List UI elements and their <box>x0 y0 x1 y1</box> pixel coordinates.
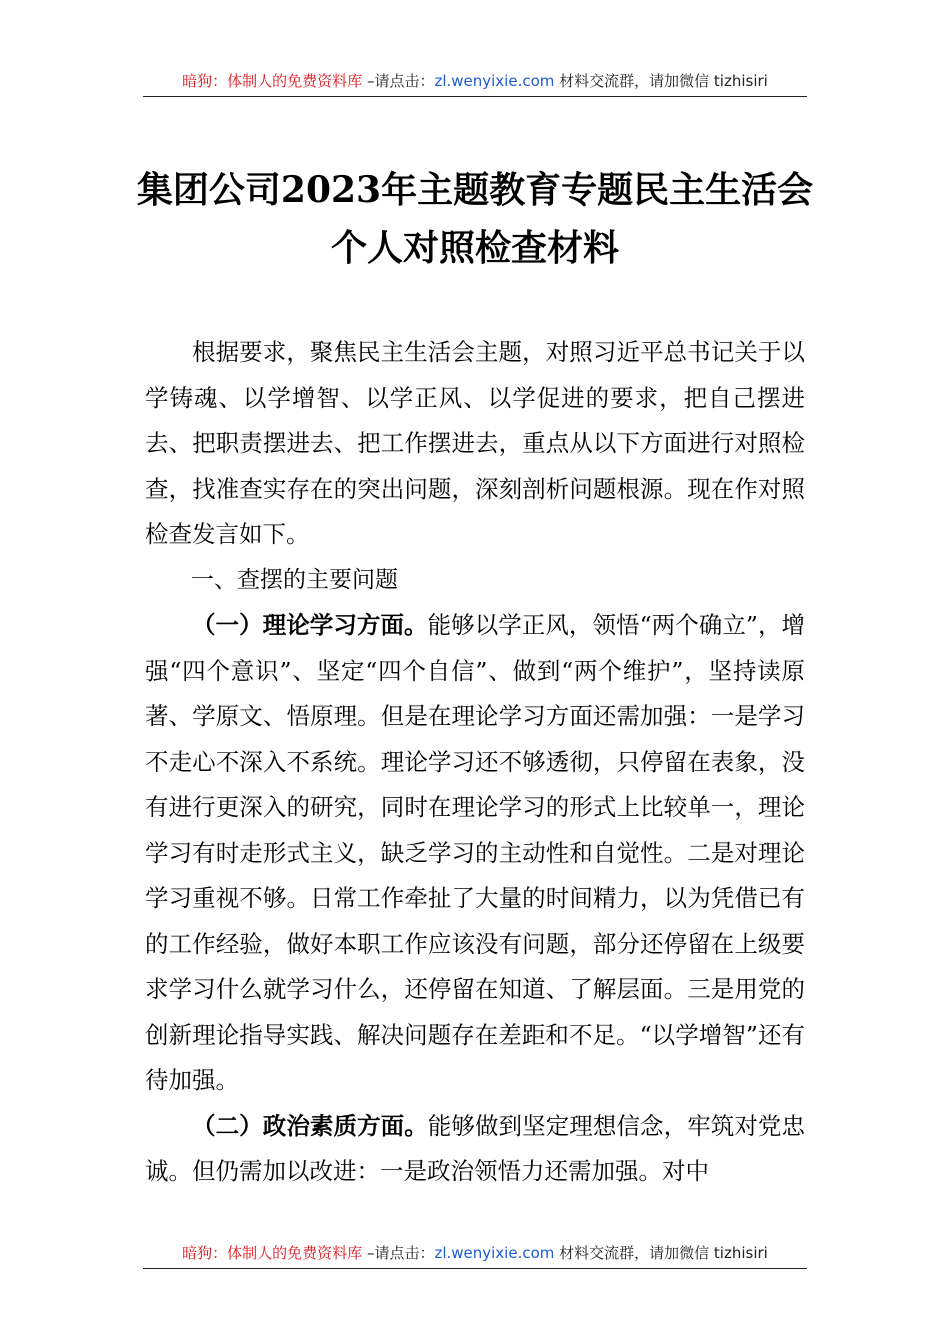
banner-url-link[interactable]: zl.wenyixie.com <box>434 72 555 90</box>
banner-click: –请点击： <box>362 1244 435 1262</box>
item-2-label: （二）政治素质方面。 <box>192 1111 428 1140</box>
header-banner <box>143 66 807 97</box>
item-1-paragraph <box>145 603 805 1104</box>
document-title-line2: 个人对照检查材料 <box>330 227 619 269</box>
item-1-text: 能够以学正风，领悟“两个确立”，增强“四个意识”、坚定“四个自信”、做到“两个维护”，坚持读原著、学原文、悟原理。但是在理论学习方面还需加强：一是学习不走心不深入不系统。理论学习还不够透彻，只停留在表象，没有进行更深入的研究，同时在理论学习的形式上比较单一，理论学习有时走形式主义，缺乏学习的主动性和自觉性。二是对理论学习重视不够。日常工作牵扯了大量的时间精力，以为凭借已有的工作经验，做好本职工作应该没有问题，部分还停留在上级要求学习什么就学习什么，还停留在知道、了解层面。三是用党的创新理论指导实践、解决问题存在差距和不足。“以学增智”还有待加强。 <box>145 611 806 1094</box>
item-1-label: （一）理论学习方面。 <box>192 611 428 639</box>
banner-click: –请点击： <box>362 72 435 90</box>
intro-paragraph: 根据要求，聚焦民主生活会主题，对照习近平总书记关于以学铸魂、以学增智、以学正风、以学促进的要求，把自己摆进去、把职责摆进去、把工作摆进去，重点从以下方面进行对照检查，找准查实存在的突出问题，深刻剖析问题根源。现在作对照检查发言如下。 <box>145 338 805 548</box>
item-2-paragraph <box>145 1104 805 1195</box>
banner-url-link[interactable]: zl.wenyixie.com <box>434 1244 555 1262</box>
footer-banner <box>143 1238 807 1269</box>
document-body <box>145 330 805 1195</box>
item-2-text: 能够做到坚定理想信念，牢筑对党忠诚。但仍需加以改进：一是政治领悟力还需加强。对中 <box>145 1111 806 1185</box>
document-title-line1: 集团公司2023年主题教育专题民主生活会 <box>136 169 814 211</box>
banner-prefix: 暗狗：体制人的免费资料库 <box>182 72 363 90</box>
section-heading-1: 一、查摆的主要问题 <box>191 566 398 593</box>
banner-contact: 材料交流群，请加微信 tizhisiri <box>554 72 768 90</box>
banner-prefix: 暗狗：体制人的免费资料库 <box>182 1244 363 1262</box>
banner-contact: 材料交流群，请加微信 tizhisiri <box>554 1244 768 1262</box>
